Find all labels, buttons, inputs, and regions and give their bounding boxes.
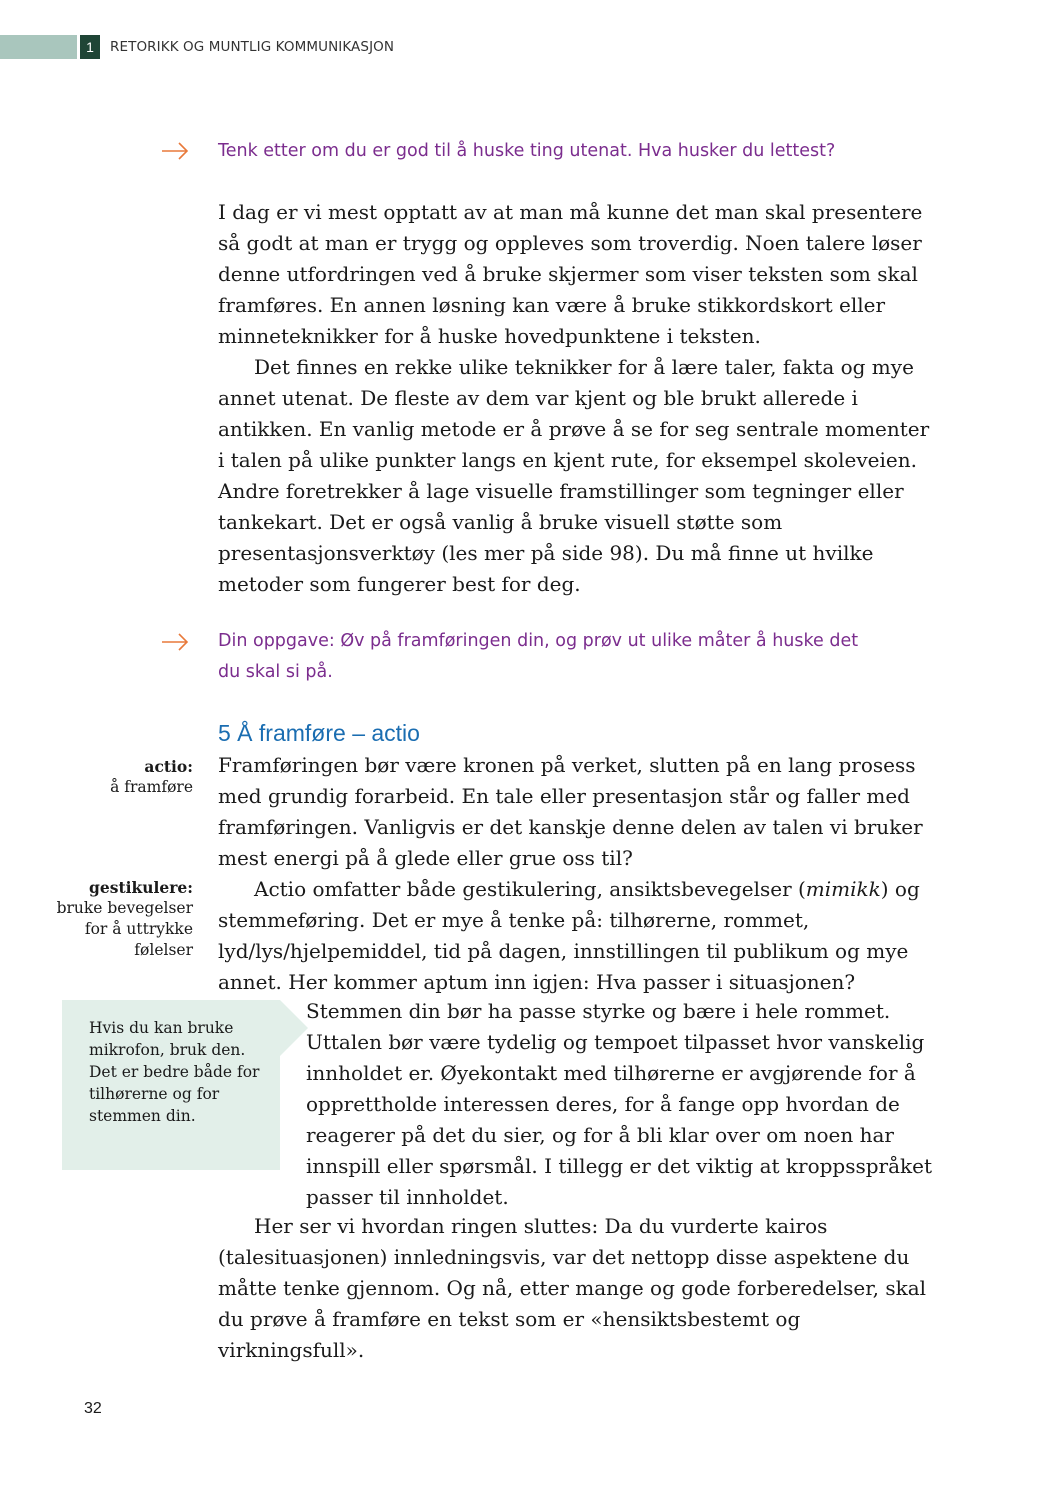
chapter-title: RETORIKK OG MUNTLIG KOMMUNIKASJON [110,39,395,55]
paragraph: Framføringen bør være kronen på verket, slutten på en lang prosess med grundig forarbeid. En tale eller presentasjon står og faller med framføringen. Vanligvis er det kanskje denne delen av talen vi bruker mest energi på å glede eller grue oss til? [218,753,923,870]
glossary-term: gestikulere: [89,878,193,897]
arrow-right-icon [160,632,190,652]
callout-pointer [280,1000,308,1056]
paragraph: Stemmen din bør ha passe styrke og bære i hele rommet. Uttalen bør være tydelig og tempoet tilpasset hvor vanskelig innholdet er. Øyekontakt med tilhørerne er avgjørende for å opprettholde interessen deres, for å fange opp hvordan de reagerer på det du sier, og for å bli klar over om noen har innspill eller spørsmål. I tillegg er det viktig at kroppsspråket passer til innholdet. [306,999,933,1209]
emphasis: mimikk [805,877,881,901]
glossary-term: actio: [144,757,193,776]
body-text-actio [218,750,938,998]
paragraph: Her ser vi hvordan ringen sluttes: Da du vurderte kairos (talesituasjonen) innledningsvis, var det nettopp disse aspektene du måtte tenke gjennom. Og nå, etter mange og gode forberedelser, skal du prøve å framføre en tekst som er «hensiktsbestemt og virkningsfull». [218,1214,927,1362]
section-heading: 5 Å framføre – actio [218,720,420,746]
arrow-right-icon [160,141,190,161]
glossary-definition: bruke bevegelser for å uttrykke følelser [56,899,193,959]
paragraph: Actio omfatter både gestikulering, ansiktsbevegelser (mimikk) og stemmeføring. Det er mye å tenke på: tilhørerne, rommet, lyd/lys/hjelpemiddel, tid på dagen, innstillingen til publikum og mye annet. Her kommer aptum inn igjen: Hva passer i situasjonen? [218,877,920,994]
task-prompt [218,626,858,688]
body-text-memory [218,197,938,600]
header-accent-bar [0,35,77,59]
task-prompt-line: du skal si på. [218,662,333,682]
page-number: 32 [84,1400,102,1417]
glossary-note-gestikulere [53,877,193,961]
glossary-definition: å framføre [110,778,193,796]
task-prompt-line: Din oppgave: Øv på framføringen din, og prøv ut ulike måter å huske det [218,631,859,651]
tip-callout-text: Hvis du kan bruke mikrofon, bruk den. Det er bedre både for tilhørerne og for stemmen din. [89,1019,260,1125]
paragraph: I dag er vi mest opptatt av at man må kunne det man skal presentere så godt at man er trygg og oppleves som troverdig. Noen talere løser denne utfordringen ved å bruke skjermer som viser teksten som skal framføres. En annen løsning kan være å bruke stikkordskort eller minneteknikker for å huske hovedpunktene i teksten. [218,200,923,348]
glossary-note-actio [110,756,193,798]
body-text-closing [218,1211,938,1366]
reflection-prompt: Tenk etter om du er god til å huske ting utenat. Hva husker du lettest? [218,141,836,161]
paragraph: Det finnes en rekke ulike teknikker for å lære taler, fakta og mye annet utenat. De fleste av dem var kjent og ble brukt allerede i antikken. En vanlig metode er å prøve å se for seg sentrale momenter i talen på ulike punkter langs en kjent rute, for eksempel skoleveien. Andre foretrekker å lage visuelle framstillinger som tegninger eller tankekart. Det er også vanlig å bruke visuell støtte som presentasjonsverktøy (les mer på side 98). Du må finne ut hvilke metoder som fungerer best for deg. [218,355,930,596]
chapter-number-badge: 1 [80,35,100,59]
